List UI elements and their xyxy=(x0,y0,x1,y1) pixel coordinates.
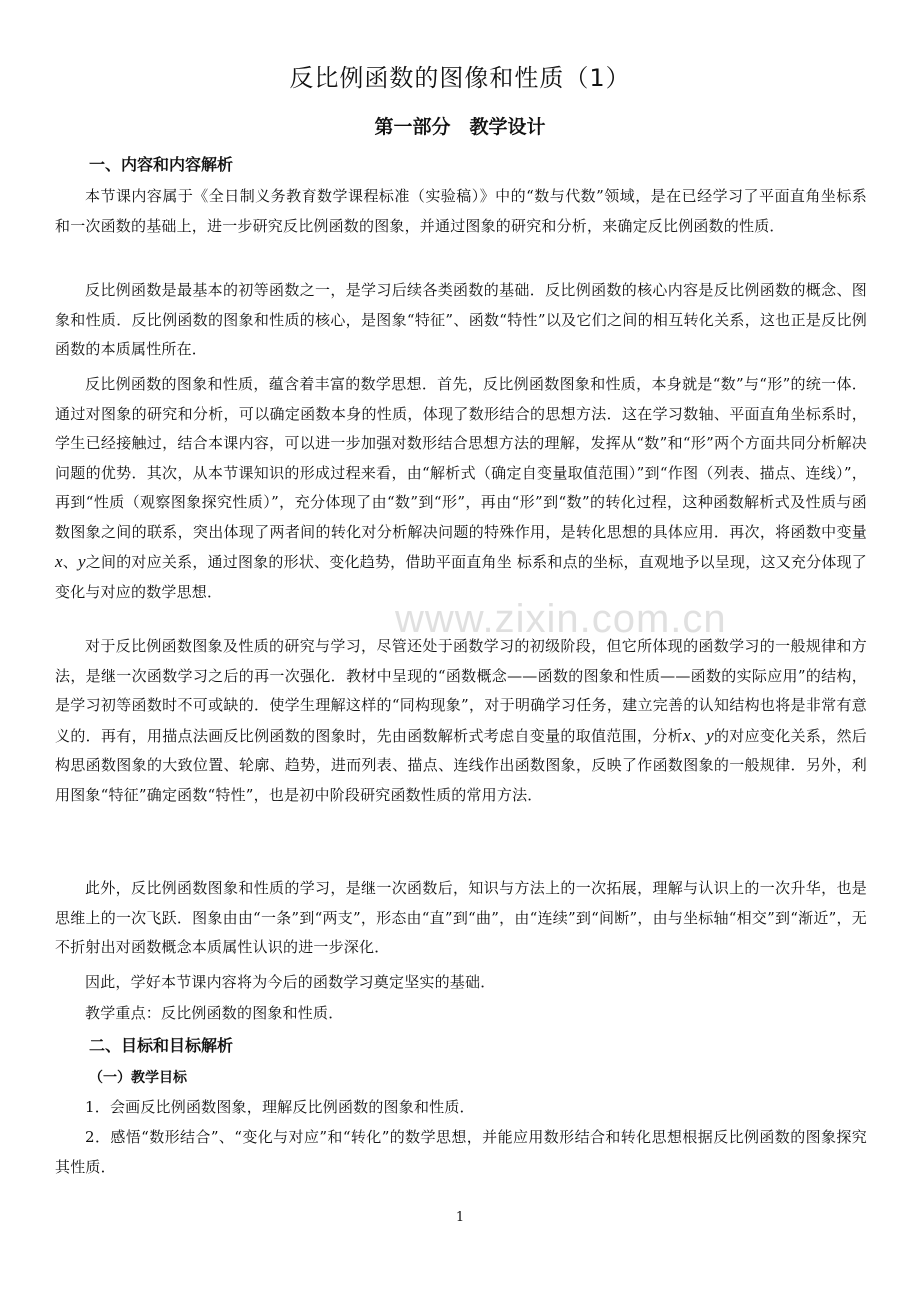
section-heading-content: 一、内容和内容解析 xyxy=(89,155,234,174)
part-title: 第一部分 教学设计 xyxy=(374,116,546,138)
paragraph-4 xyxy=(55,632,867,810)
paragraph-4-text-a: 对于反比例函数图象及性质的研究与学习，尽管还处于函数学习的初级阶段，但它所体现的函数学习的一般规律和方法，是继一次函数学习之后的再一次强化．教材中呈现的“函数概念——函数的图象和性质——函数的实际应用”的结构，是学习初等函数时不可或缺的．使学生理解这样的“同构现象”，对于明确学习任务，建立完善的认知结构也将是非常有意义的．再有，用描点法画反比例函数的图象时，先由函数解析式考虑自变量的取值范围，分析 xyxy=(55,637,867,745)
teaching-focus: 教学重点：反比例函数的图象和性质． xyxy=(85,1004,344,1022)
separator: 、 xyxy=(690,726,707,745)
section-heading-goals: 二、目标和目标解析 xyxy=(89,1036,234,1055)
document-title: 反比例函数的图像和性质（1） xyxy=(289,64,631,92)
paragraph-3 xyxy=(55,370,867,607)
variable-x: x xyxy=(682,725,691,745)
paragraph-6: 因此，学好本节课内容将为今后的函数学习奠定坚实的基础． xyxy=(85,973,496,991)
variable-y: y xyxy=(706,725,714,745)
goal-item-1: 1．会画反比例函数图象，理解反比例函数的图象和性质． xyxy=(85,1098,475,1116)
paragraph-2: 反比例函数是最基本的初等函数之一，是学习后续各类函数的基础．反比例函数的核心内容是反比例函数的概念、图象和性质．反比例函数的图象和性质的核心，是图象“特征”、函数“特性”以及它们之间的相互转化关系，这也正是反比例函数的本质属性所在． xyxy=(55,281,867,358)
watermark: www.zixin.com.cn xyxy=(395,597,727,641)
paragraph-3-text-b: 之间的对应关系，通过图象的形状、变化趋势，借助平面直角坐 标系和点的坐标，直观地予以呈现，这又充分体现了变化与对应的数学思想． xyxy=(55,553,867,601)
separator: 、 xyxy=(62,553,78,571)
paragraph-5: 此外，反比例函数图象和性质的学习，是继一次函数后，知识与方法上的一次拓展，理解与认识上的一次升华，也是思维上的一次飞跃．图象由由“一条”到“两支”，形态由“直”到“曲”，由“连续”到“间断”，由与坐标轴“相交”到“渐近”，无不折射出对函数概念本质属性认识的进一步深化． xyxy=(55,879,867,956)
subsection-heading-teaching-goals: （一）教学目标 xyxy=(89,1070,187,1086)
goal-item-2: 2．感悟“数形结合”、“变化与对应”和“转化”的数学思想，并能应用数形结合和转化思想根据反比例函数的图象探究其性质． xyxy=(55,1128,867,1176)
paragraph-3-text-a: 反比例函数的图象和性质，蕴含着丰富的数学思想．首先，反比例函数图象和性质，本身就是“数”与“形”的统一体．通过对图象的研究和分析，可以确定函数本身的性质，体现了数形结合的思想方法．这在学习数轴、平面直角坐标系时，学生已经接触过，结合本课内容，可以进一步加强对数形结合思想方法的理解，发挥从“数”和“形”两个方面共同分析解决问题的优势．其次，从本节课知识的形成过程来看，由“解析式（确定自变量取值范围）”到“作图（列表、描点、连线）”，再到“性质（观察图象探究性质）”，充分体现了由“数”到“形”，再由“形”到“数”的转化过程，这种函数解析式及性质与函数图象之间的联系，突出体现了两者间的转化对分析解决问题的特殊作用，是转化思想的具体应用．再次，将函数中变量 xyxy=(55,375,867,541)
paragraph-1: 本节课内容属于《全日制义务教育数学课程标准（实验稿）》中的“数与代数”领域，是在已经学习了平面直角坐标系和一次函数的基础上，进一步研究反比例函数的图象，并通过图象的研究和分析，来确定反比例函数的性质． xyxy=(55,187,867,235)
page-number: 1 xyxy=(455,1210,465,1225)
variable-y: y xyxy=(78,552,86,571)
variable-x: x xyxy=(55,552,63,571)
paragraph-4-text-b: 的对应变化关系，然后构思函数图象的大致位置、轮廓、趋势，进而列表、描点、连线作出函数图象，反映了作函数图象的一般规律．另外，利用图象“特征”确定函数“特性”，也是初中阶段研究函数性质的常用方法． xyxy=(55,726,867,804)
